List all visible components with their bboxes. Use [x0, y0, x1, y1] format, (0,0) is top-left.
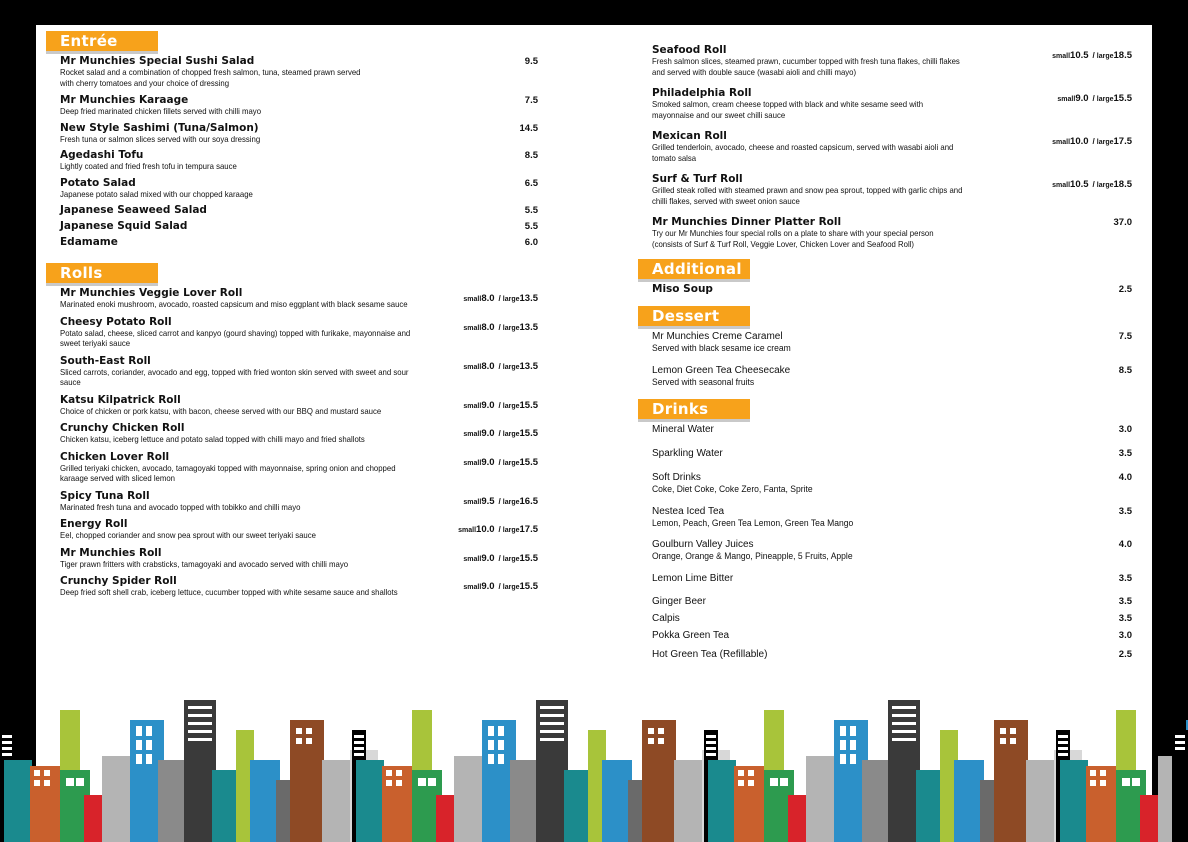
item-name: Seafood Roll — [652, 44, 727, 56]
item-price: 3.5 — [1118, 505, 1132, 517]
item-description: Marinated enoki mushroom, avocado, roasted capsicum and miso eggplant with black sesame sauce — [60, 300, 408, 309]
menu-item — [638, 629, 1132, 642]
menu-item — [46, 451, 538, 485]
item-name: Nestea Iced Tea — [652, 505, 725, 517]
price-separator: / — [498, 525, 501, 534]
large-price: 13.5 — [519, 360, 538, 372]
item-price: 3.5 — [1118, 572, 1132, 584]
menu-item — [46, 149, 538, 173]
item-name: Mr Munchies Karaage — [60, 94, 189, 106]
item-name: Katsu Kilpatrick Roll — [60, 393, 181, 406]
menu-item — [638, 330, 1132, 354]
item-name: Japanese Seaweed Salad — [60, 204, 207, 216]
small-label: small — [463, 498, 482, 506]
item-name: Japanese Squid Salad — [60, 220, 188, 232]
item-prices — [463, 317, 538, 335]
small-price: 10.0 — [1070, 136, 1089, 147]
large-label: large — [502, 402, 520, 410]
menu-item — [638, 364, 1132, 388]
price-separator: / — [498, 322, 501, 332]
item-price: 2.5 — [1118, 284, 1132, 295]
item-prices — [463, 491, 538, 509]
item-prices — [463, 288, 538, 306]
small-label: small — [463, 555, 482, 563]
item-prices — [463, 452, 538, 470]
item-price: 6.5 — [524, 177, 538, 189]
price-separator: / — [498, 294, 501, 303]
menu-item — [46, 236, 538, 249]
small-price: 9.0 — [481, 552, 495, 564]
item-name: Spicy Tuna Roll — [60, 489, 150, 502]
item-name: Mr Munchies Dinner Platter Roll — [652, 216, 842, 228]
item-description: Tiger prawn fritters with crabsticks, tamagoyaki and avocado served with chilli mayo — [60, 559, 349, 569]
price-separator: / — [498, 457, 501, 467]
small-price: 8.0 — [481, 293, 495, 304]
large-label: large — [502, 459, 520, 467]
item-price: 8.5 — [524, 150, 538, 161]
item-prices — [1052, 45, 1132, 63]
item-prices — [463, 423, 538, 441]
rolls-heading: Rolls — [46, 263, 158, 285]
menu-item — [46, 490, 538, 514]
price-separator: / — [1092, 51, 1095, 60]
large-price: 15.5 — [519, 581, 538, 592]
item-name: Soft Drinks — [652, 472, 701, 483]
small-price: 9.0 — [481, 456, 495, 468]
item-name: New Style Sashimi (Tuna/Salmon) — [60, 121, 259, 134]
item-name: South-East Roll — [60, 354, 151, 367]
item-name: Surf & Turf Roll — [652, 173, 743, 185]
large-label: large — [502, 324, 520, 332]
large-label: large — [502, 296, 520, 303]
item-name: Goulburn Valley Juices — [652, 539, 754, 550]
menu-item — [46, 220, 538, 233]
item-price: 14.5 — [519, 122, 538, 134]
item-prices — [463, 356, 538, 374]
item-price: 3.0 — [1118, 629, 1132, 641]
small-price: 9.5 — [481, 495, 495, 507]
large-price: 17.5 — [1113, 136, 1132, 147]
menu-item — [46, 355, 538, 389]
additional-list — [638, 283, 1132, 296]
menu-item — [46, 575, 538, 599]
price-separator: / — [498, 361, 501, 371]
item-description: Deep fried marinated chicken fillets served with chilli mayo — [60, 107, 262, 116]
item-description: Served with black sesame ice cream — [652, 343, 791, 353]
small-price: 10.5 — [1070, 179, 1089, 190]
price-separator: / — [498, 400, 501, 410]
menu-item — [638, 216, 1132, 250]
item-name: Crunchy Chicken Roll — [60, 422, 185, 434]
small-price: 9.0 — [481, 399, 495, 411]
item-name: Chicken Lover Roll — [60, 450, 170, 463]
small-label: small — [1052, 182, 1071, 189]
small-price: 10.0 — [476, 524, 495, 535]
item-price: 3.5 — [1118, 448, 1132, 459]
item-name: Philadelphia Roll — [652, 87, 752, 99]
item-prices — [1057, 88, 1132, 106]
menu-item — [46, 422, 538, 446]
item-price: 2.5 — [1118, 648, 1132, 660]
large-price: 15.5 — [519, 456, 538, 468]
item-description: Marinated fresh tuna and avocado topped with tobikko and chilli mayo — [60, 502, 301, 512]
item-name: Ginger Beer — [652, 595, 706, 607]
item-price: 9.5 — [524, 56, 538, 67]
small-price: 9.0 — [481, 581, 495, 592]
large-label: large — [502, 555, 520, 563]
large-label: large — [502, 584, 520, 591]
item-name: Lemon Green Tea Cheesecake — [652, 364, 791, 376]
large-price: 16.5 — [519, 495, 538, 507]
item-price: 3.5 — [1118, 595, 1132, 607]
large-price: 18.5 — [1113, 50, 1132, 61]
menu-item — [46, 177, 538, 201]
price-separator: / — [1092, 180, 1095, 189]
menu-item — [638, 612, 1132, 625]
large-price: 15.5 — [519, 399, 538, 411]
item-price: 3.5 — [1118, 612, 1132, 624]
small-label: small — [463, 402, 482, 410]
additional-heading: Additional — [638, 259, 750, 281]
large-price: 13.5 — [519, 293, 538, 304]
item-name: Edamame — [60, 236, 118, 248]
menu-item — [46, 518, 538, 542]
menu-item — [638, 471, 1132, 495]
left-column — [46, 31, 538, 604]
item-description: Deep fried soft shell crab, iceberg lettuce, cucumber topped with white sesame sauce and shallots — [60, 588, 398, 597]
small-price: 8.0 — [481, 321, 495, 333]
menu-item — [638, 572, 1132, 585]
menu-item — [638, 595, 1132, 608]
item-description: Sliced carrots, coriander, avocado and egg, topped with fried wonton skin served with sweet and sour sauce — [60, 367, 409, 387]
item-description: Potato salad, cheese, sliced carrot and kanpyo (gourd shaving) topped with furikake, mayonnaise and sweet teriyaki sauce — [60, 328, 411, 348]
item-name: Sparkling Water — [652, 448, 723, 459]
item-description: Rocket salad and a combination of chopped fresh salmon, tuna, steamed prawn served with cherry tomatoes and your choice of dressing — [60, 68, 361, 88]
item-description: Orange, Orange & Mango, Pineapple, 5 Fruits, Apple — [652, 551, 853, 561]
small-label: small — [1052, 139, 1071, 146]
menu-item — [46, 122, 538, 146]
large-price: 15.5 — [519, 428, 538, 439]
item-name: Mineral Water — [652, 424, 714, 435]
menu-item — [46, 204, 538, 217]
price-separator: / — [498, 553, 501, 563]
item-prices — [463, 548, 538, 566]
menu-item — [638, 283, 1132, 296]
menu-item — [638, 505, 1132, 529]
small-price: 8.0 — [481, 360, 495, 372]
large-price: 18.5 — [1113, 179, 1132, 190]
item-price: 7.5 — [524, 95, 538, 106]
small-label: small — [463, 324, 482, 332]
small-label: small — [463, 296, 482, 303]
item-price: 4.0 — [1118, 472, 1132, 483]
entree-heading: Entrée — [46, 31, 158, 53]
item-name: Cheesy Potato Roll — [60, 315, 172, 328]
large-label: large — [1096, 53, 1114, 60]
small-price: 9.0 — [481, 428, 495, 439]
price-separator: / — [1092, 94, 1095, 103]
small-label: small — [458, 527, 477, 534]
large-label: large — [1096, 182, 1114, 189]
small-price: 9.0 — [1075, 93, 1089, 104]
menu-item — [638, 447, 1132, 460]
item-description: Fresh salmon slices, steamed prawn, cucumber topped with fresh tuna flakes, chilli flakes and served with double sauce (wasabi aioli and chilli mayo) — [652, 57, 960, 77]
item-name: Lemon Lime Bitter — [652, 572, 734, 584]
item-price: 5.5 — [524, 205, 538, 216]
menu-item — [46, 287, 538, 311]
menu-item — [638, 538, 1132, 562]
item-name: Calpis — [652, 612, 680, 624]
menu-item — [638, 423, 1132, 436]
menu-item — [46, 547, 538, 571]
item-name: Mr Munchies Roll — [60, 546, 162, 559]
rolls-continued-list — [638, 44, 1132, 250]
item-price: 6.0 — [524, 237, 538, 248]
item-name: Mr Munchies Creme Caramel — [652, 331, 783, 342]
item-prices — [463, 576, 538, 594]
item-description: Grilled tenderloin, avocado, cheese and roasted capsicum, served with wasabi aioli and tomato salsa — [652, 143, 954, 163]
item-description: Chicken katsu, iceberg lettuce and potato salad topped with chilli mayo and fried shallots — [60, 435, 365, 444]
small-price: 10.5 — [1070, 50, 1089, 61]
small-label: small — [463, 584, 482, 591]
drinks-list — [638, 423, 1132, 661]
item-name: Potato Salad — [60, 176, 136, 189]
item-description: Eel, chopped coriander and snow pea sprout with our sweet teriyaki sauce — [60, 531, 316, 540]
drinks-heading: Drinks — [638, 399, 750, 421]
dessert-heading: Dessert — [638, 306, 750, 328]
large-label: large — [1096, 96, 1114, 103]
entree-list — [46, 55, 538, 249]
item-description: Grilled teriyaki chicken, avocado, tamagoyaki topped with mayonnaise, spring onion and chopped karaage served with sliced lemon — [60, 463, 396, 483]
right-column — [638, 44, 1132, 661]
item-price: 3.0 — [1118, 424, 1132, 435]
menu-item — [46, 94, 538, 118]
price-separator: / — [498, 582, 501, 591]
item-description: Fresh tuna or salmon slices served with our soya dressing — [60, 134, 261, 144]
item-price: 4.0 — [1118, 539, 1132, 550]
item-description: Japanese potato salad mixed with our chopped karaage — [60, 189, 253, 199]
item-description: Lightly coated and fried fresh tofu in tempura sauce — [60, 162, 237, 171]
item-price: 37.0 — [1113, 217, 1132, 228]
item-name: Crunchy Spider Roll — [60, 575, 177, 587]
item-name: Hot Green Tea (Refillable) — [652, 648, 768, 660]
item-description: Coke, Diet Coke, Coke Zero, Fanta, Sprite — [652, 484, 813, 494]
menu-item — [638, 173, 1132, 207]
small-label: small — [463, 363, 482, 371]
city-skyline-illustration — [0, 700, 1188, 842]
item-price: 7.5 — [1118, 331, 1132, 342]
price-separator: / — [498, 429, 501, 438]
large-price: 15.5 — [519, 552, 538, 564]
item-prices — [1052, 131, 1132, 149]
menu-item — [638, 44, 1132, 78]
large-price: 13.5 — [519, 321, 538, 333]
menu-item — [638, 130, 1132, 164]
item-price: 5.5 — [524, 221, 538, 232]
large-label: large — [502, 498, 520, 506]
item-description: Smoked salmon, cream cheese topped with black and white sesame seed with mayonnaise and our sweet chilli sauce — [652, 100, 924, 120]
large-label: large — [1096, 139, 1114, 146]
item-prices — [463, 395, 538, 413]
price-separator: / — [1092, 137, 1095, 146]
item-name: Mr Munchies Special Sushi Salad — [60, 55, 255, 67]
large-label: large — [502, 363, 520, 371]
menu-item — [638, 648, 1132, 661]
large-label: large — [502, 527, 520, 534]
item-name: Energy Roll — [60, 518, 128, 530]
item-name: Agedashi Tofu — [60, 149, 144, 161]
item-description: Served with seasonal fruits — [652, 376, 755, 387]
small-label: small — [1057, 96, 1076, 103]
large-price: 17.5 — [519, 524, 538, 535]
item-name: Mr Munchies Veggie Lover Roll — [60, 287, 243, 299]
large-price: 15.5 — [1113, 93, 1132, 104]
menu-item — [46, 316, 538, 350]
large-label: large — [502, 431, 520, 438]
item-description: Lemon, Peach, Green Tea Lemon, Green Tea Mango — [652, 517, 854, 528]
item-description: Try our Mr Munchies four special rolls on a plate to share with your special person (consists of Surf & Turf Roll, Veggie Lover, Chicken Lover and Seafood Roll) — [652, 229, 934, 249]
menu-item — [46, 55, 538, 89]
item-name: Miso Soup — [652, 283, 713, 295]
item-name: Pokka Green Tea — [652, 629, 730, 641]
menu-item — [638, 87, 1132, 121]
item-description: Grilled steak rolled with steamed prawn and snow pea sprout, topped with garlic chips and chilli flakes, served with sweet onion sauce — [652, 186, 963, 206]
small-label: small — [463, 431, 482, 438]
small-label: small — [463, 459, 482, 467]
item-description: Choice of chicken or pork katsu, with bacon, cheese served with our BBQ and mustard sauce — [60, 406, 382, 416]
rolls-list — [46, 287, 538, 599]
item-price: 8.5 — [1118, 364, 1132, 376]
small-label: small — [1052, 53, 1071, 60]
menu-item — [46, 394, 538, 418]
item-name: Mexican Roll — [652, 130, 727, 142]
item-prices — [458, 519, 538, 537]
item-prices — [1052, 174, 1132, 192]
price-separator: / — [498, 496, 501, 506]
dessert-list — [638, 330, 1132, 387]
